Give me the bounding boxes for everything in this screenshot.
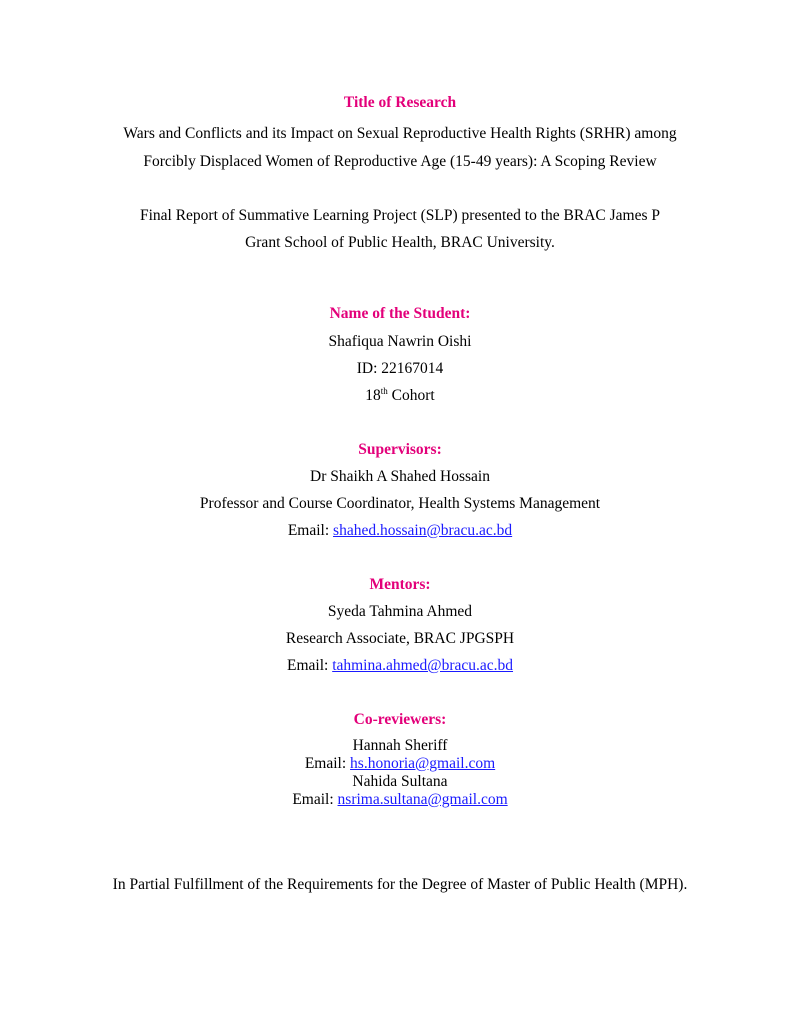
student-name: Shafiqua Nawrin Oishi (328, 333, 472, 350)
mentor-email-line (0, 656, 800, 676)
co-reviewer-email-link[interactable]: nsrima.sultana@gmail.com (337, 791, 508, 808)
fulfillment-statement: In Partial Fulfillment of the Requirements for the Degree of Master of Public Health (MPH). (112, 876, 688, 893)
email-label: Email: (287, 522, 334, 539)
mentor-email-link[interactable]: tahmina.ahmed@bracu.ac.bd (332, 657, 514, 674)
title-heading: Title of Research (343, 94, 457, 111)
cohort-label: Cohort (387, 387, 435, 404)
student-cohort (0, 386, 800, 406)
email-label: Email: (286, 657, 333, 674)
supervisor-email-line (0, 521, 800, 541)
student-id: ID: 22167014 (356, 360, 444, 377)
supervisor-email-link[interactable]: shahed.hossain@bracu.ac.bd (333, 522, 513, 539)
report-description-line-2: Grant School of Public Health, BRAC University. (245, 234, 555, 251)
student-heading: Name of the Student: (329, 305, 471, 322)
cohort-number: 18 (365, 387, 381, 404)
co-reviewers-heading: Co-reviewers: (353, 711, 447, 728)
report-description-line-1: Final Report of Summative Learning Project (SLP) presented to the BRAC James P (139, 207, 661, 224)
email-label: Email: (304, 755, 351, 772)
research-title-line-1: Wars and Conflicts and its Impact on Sexual Reproductive Health Rights (SRHR) among (123, 125, 677, 142)
supervisor-role: Professor and Course Coordinator, Health Systems Management (199, 495, 601, 512)
email-label: Email: (292, 791, 338, 808)
supervisors-heading: Supervisors: (358, 441, 442, 458)
mentor-role: Research Associate, BRAC JPGSPH (285, 630, 515, 647)
co-reviewer-name: Nahida Sultana (352, 773, 448, 790)
co-reviewer-email-line (0, 755, 800, 773)
co-reviewer-email-link[interactable]: hs.honoria@gmail.com (350, 755, 496, 772)
mentor-name: Syeda Tahmina Ahmed (327, 603, 473, 620)
supervisor-name: Dr Shaikh A Shahed Hossain (310, 468, 490, 485)
research-title-line-2: Forcibly Displaced Women of Reproductive Age (15-49 years): A Scoping Review (143, 153, 657, 170)
mentors-heading: Mentors: (369, 576, 431, 593)
co-reviewer-name: Hannah Sheriff (352, 737, 448, 754)
co-reviewer-email-line (0, 791, 800, 809)
cohort-suffix: th (380, 385, 388, 396)
